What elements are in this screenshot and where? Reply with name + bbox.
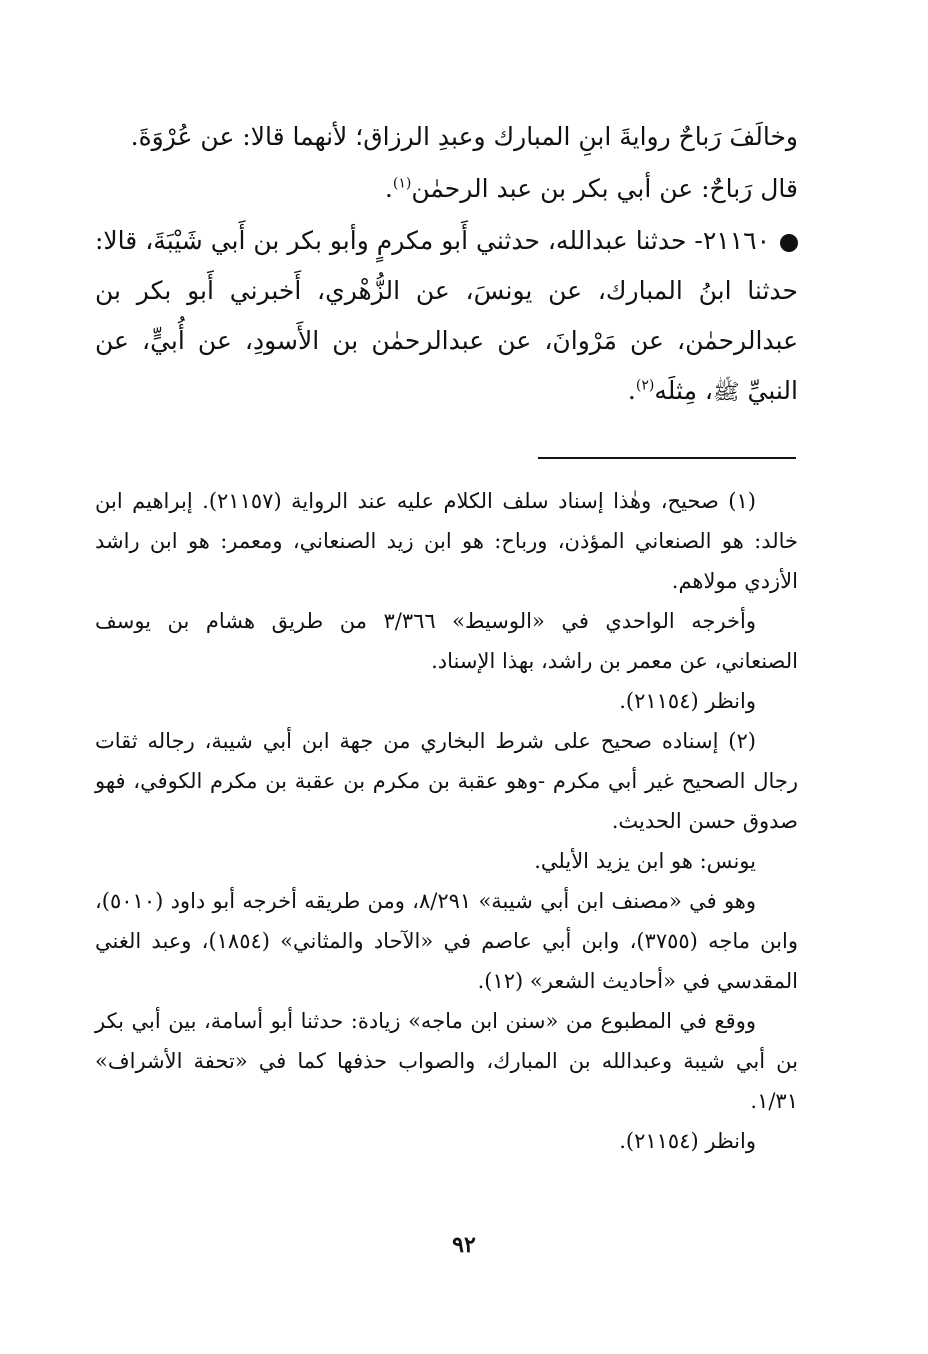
page-number: ٩٢: [452, 1232, 476, 1258]
salawat-ligature: ﷺ: [712, 380, 740, 405]
hadith-number: ٢١١٦٠-: [694, 226, 770, 255]
footnote-divider: [538, 457, 796, 459]
footnote-1-para-2: وأخرجه الواحدي في «الوسيط» ٣/٣٦٦ من طريق هشام بن يوسف الصنعاني، عن معمر بن راشد، بهذا الإسناد.: [95, 609, 798, 673]
footnotes: [95, 481, 798, 1161]
hadith-end: .: [627, 376, 636, 405]
hadith-paragraph: [95, 216, 798, 418]
paragraph-2: [95, 164, 798, 214]
main-text: [95, 112, 798, 418]
bullet-icon: [780, 234, 798, 252]
paragraph-1-line-1: وخالَفَ رَباحٌ روايةَ ابنِ المبارك وعبدِ الرزاق؛ لأنهما قالا: عن عُرْوَةَ.: [130, 122, 798, 151]
paragraph-2-end: .: [384, 174, 393, 203]
footnote-ref-1: (١): [392, 175, 412, 192]
footnote-1-para-1: (١) صحيح، وهٰذا إسناد سلف الكلام عليه عند الرواية (٢١١٥٧). إبراهيم ابن خالد: هو الصنعاني المؤذن، ورباح: هو ابن زيد الصنعاني، ومعمر: هو ابن راشد الأزدي مولاهم.: [95, 489, 798, 593]
footnote-2-para-4: ووقع في المطبوع من «سنن ابن ماجه» زيادة: حدثنا أبو أسامة، بين أبي بكر بن أبي شيبة وعبدالله بن المبارك، والصواب حذفها كما في «تحفة الأشراف» ١/٣١.: [95, 1009, 798, 1113]
paragraph-2-text: قال رَباحٌ: عن أبي بكر بن عبد الرحمٰن: [411, 174, 798, 203]
footnote-2-para-3: وهو في «مصنف ابن أبي شيبة» ٨/٢٩١، ومن طريقه أخرجه أبو داود (٥٠١٠)، وابن ماجه (٣٧٥٥)، وابن أبي عاصم في «الآحاد والمثاني» (١٨٥٤)، وعبد الغني المقدسي في «أحاديث الشعر» (١٢).: [95, 889, 798, 993]
footnote-1-para-3: وانظر (٢١١٥٤).: [619, 689, 756, 713]
paragraph-1: [95, 112, 798, 162]
footnote-ref-2: (٢): [635, 377, 655, 394]
footnote-2-para-2: يونس: هو ابن يزيد الأيلي.: [534, 849, 756, 873]
footnote-2-para-5: وانظر (٢١١٥٤).: [619, 1129, 756, 1153]
hadith-text: حدثنا عبدالله، حدثني أَبو مكرمٍ وأبو بكر بن أَبي شَيْبَةَ، قالا: حدثنا ابنُ المبارك، عن يونسَ، عن الزُّهْري، أَخبرني أَبو بكر بن عبدالرحمٰن، عن مَرْوانَ، عن عبدالرحمٰن بن الأَسودِ، عن أُبيٍّ، عن النبيِّ: [95, 226, 798, 405]
footnote-2-para-1: (٢) إسناده صحيح على شرط البخاري من جهة ابن أبي شيبة، رجاله ثقات رجال الصحيح غير أبي مكرم -وهو عقبة بن مكرم بن عقبة بن مكرم الكوفي، فهو صدوق حسن الحديث.: [95, 729, 798, 833]
hadith-text-end: ، مِثلَه: [654, 376, 713, 405]
